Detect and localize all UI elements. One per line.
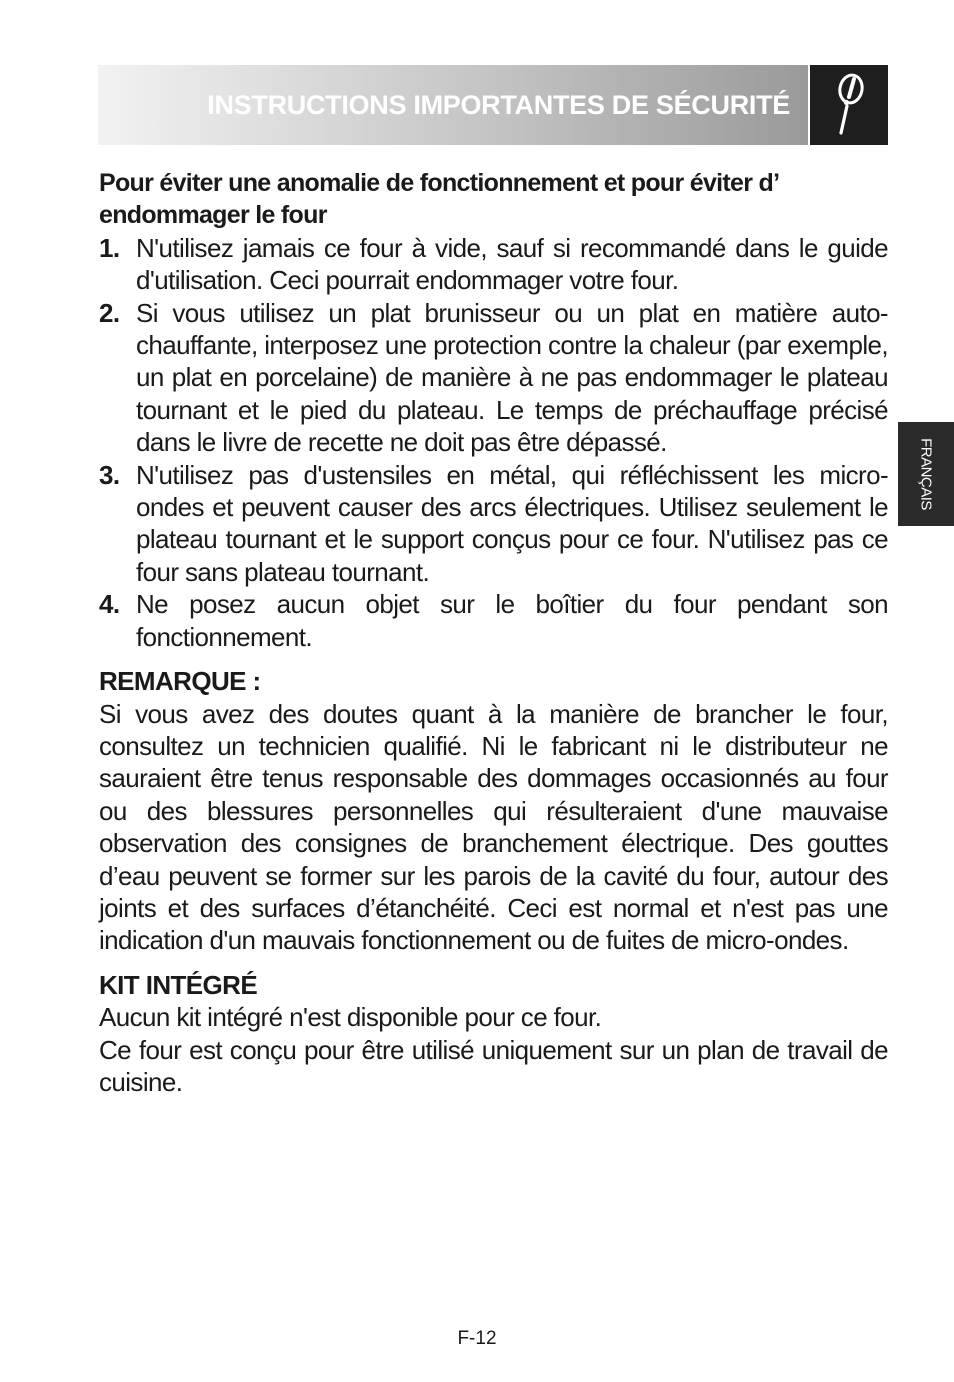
item-text: N'utilisez jamais ce four à vide, sauf si recommandé dans le guide d'utilisation. Ceci pourrait endommager votre four. <box>136 232 888 296</box>
list-item <box>99 459 888 589</box>
instruction-list <box>99 232 888 653</box>
list-item <box>99 232 888 297</box>
exclamation-mark-icon <box>832 73 866 137</box>
item-number: 3. <box>99 459 120 490</box>
spacer <box>99 957 888 969</box>
item-text: N'utilisez pas d'ustensiles en métal, qui réfléchissent les micro-ondes et peuvent causer des arcs électriques. Utilisez seulement le plateau tournant et le support conçus pour ce four. N'utilisez pas ce four sans plateau tournant. <box>136 459 888 587</box>
header-icon-box <box>810 65 888 145</box>
remarque-paragraph: Si vous avez des doutes quant à la manière de brancher le four, consultez un technicien qualifié. Ni le fabricant ni le distributeur ne sauraient être tenus responsable des dommages occasionnés au four ou des blessures personnelles qui résulteraient d'une mauvaise observation des consignes de branchement électrique. Des gouttes d’eau peuvent se former sur les parois de la cavité du four, autour des joints et des surfaces d’étanchéité. Ceci est normal et n'est pas une indication d'un mauvais fonctionnement ou de fuites de micro-ondes. <box>99 698 888 956</box>
item-number: 4. <box>99 589 120 620</box>
header-band <box>98 65 808 145</box>
page-number: F-12 <box>457 1328 497 1349</box>
page-title: INSTRUCTIONS IMPORTANTES DE SÉCURITÉ <box>207 90 790 120</box>
language-tab <box>898 422 954 526</box>
item-text: Si vous utilisez un plat brunisseur ou un plat en matière auto-chauffante, interposez une protection contre la chaleur (par exemple, un plat en porcelaine) de manière à ne pas endommager le plateau tournant et le pied du plateau. Le temps de préchauffage précisé dans le livre de recette ne doit pas être dépassé. <box>136 297 888 458</box>
spacer <box>99 653 888 665</box>
language-tab-label: FRANÇAIS <box>917 438 935 510</box>
item-number: 2. <box>99 297 120 328</box>
list-item <box>99 588 888 653</box>
list-item <box>99 297 888 459</box>
section-heading-kit: KIT INTÉGRÉ <box>99 969 258 1000</box>
section-heading-remarque: REMARQUE : <box>99 666 261 697</box>
kit-paragraph-1: Aucun kit intégré n'est disponible pour ce four. <box>99 1002 602 1033</box>
kit-paragraph-2: Ce four est conçu pour être utilisé uniquement sur un plan de travail de cuisine. <box>99 1034 888 1097</box>
item-text: Ne posez aucun objet sur le boîtier du four pendant son fonctionnement. <box>136 589 888 652</box>
item-number: 1. <box>99 232 120 263</box>
section-heading-malfunction: Pour éviter une anomalie de fonctionnement et pour éviter d’ endommager le four <box>99 169 778 230</box>
main-content <box>99 167 888 1098</box>
